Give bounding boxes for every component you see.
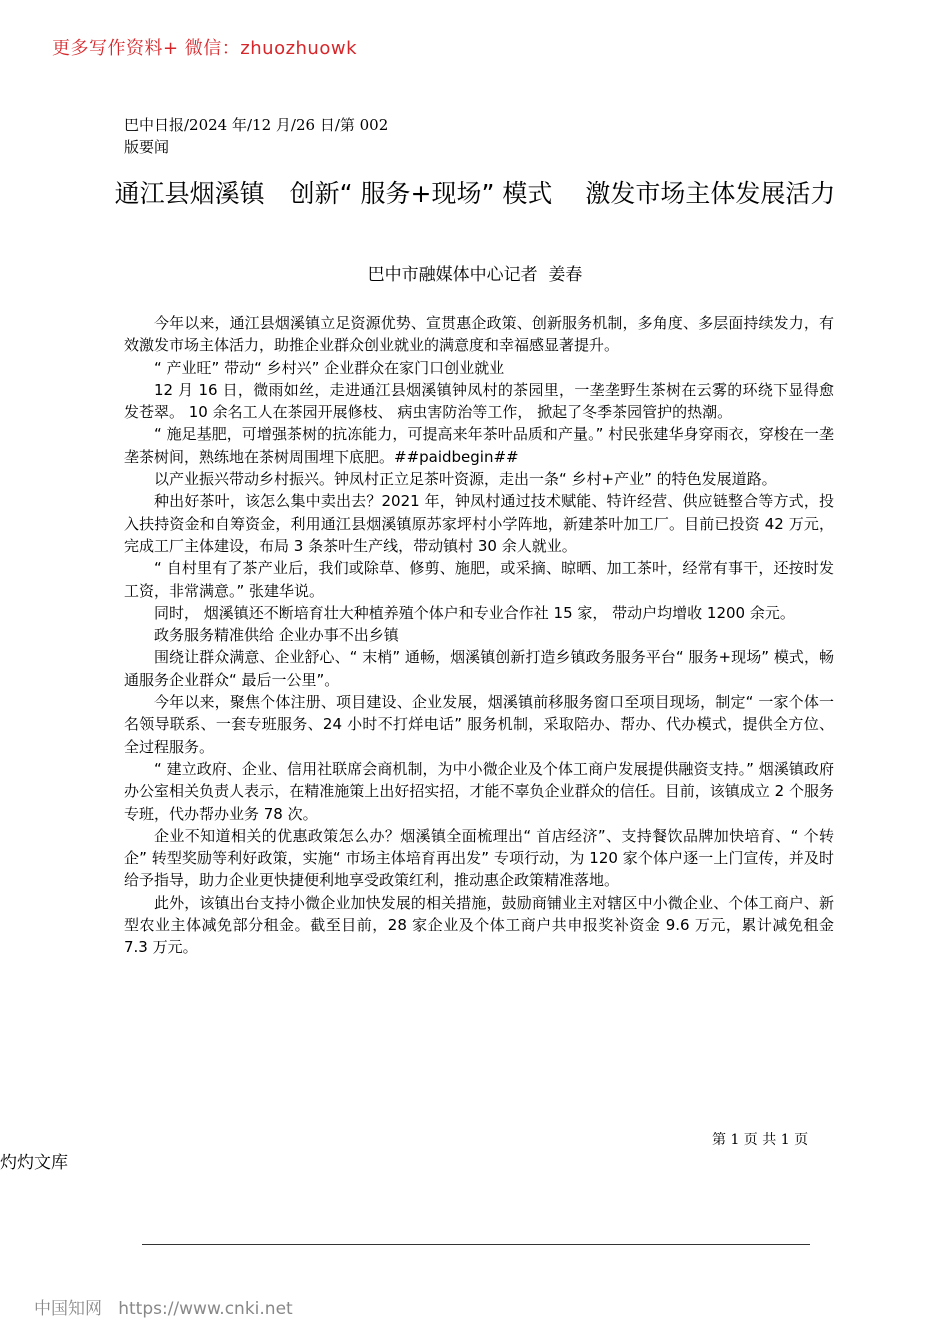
cnki-watermark: 中国知网 https://www.cnki.net bbox=[34, 1299, 293, 1319]
article-title: 通江县烟溪镇 创新“ 服务+现场” 模式 激发市场主体发展活力 bbox=[114, 179, 836, 208]
paragraph: “ 自村里有了茶产业后，我们或除草、修剪、施肥，或采摘、晾晒、加工茶叶，经常有事干，还按时发工资，非常满意。” 张建华说。 bbox=[124, 559, 834, 600]
paragraph: 今年以来，通江县烟溪镇立足资源优势、宣贯惠企政策、创新服务机制，多角度、多层面持续发力，有效激发市场主体活力，助推企业群众创业就业的满意度和幸福感显著提升。 bbox=[124, 314, 834, 355]
publication-meta bbox=[124, 114, 388, 158]
footer-divider bbox=[142, 1244, 810, 1245]
subheading: “ 产业旺” 带动“ 乡村兴” 企业群众在家门口创业就业 bbox=[154, 358, 505, 377]
paragraph: 以产业振兴带动乡村振兴。钟凤村正立足茶叶资源，走出一条“ 乡村+产业” 的特色发展道路。 bbox=[154, 470, 777, 489]
article-byline: 巴中市融媒体中心记者 姜春 bbox=[367, 265, 583, 285]
paragraph: 今年以来，聚焦个体注册、项目建设、企业发展，烟溪镇前移服务窗口至项目现场，制定“ 一家个体一名领导联系、一套专班服务、24 小时不打烊电话” 服务机制，采取陪办、帮办、代办模式，提供全方位、全过程服务。 bbox=[124, 693, 834, 756]
library-name: 灼灼文库 bbox=[0, 1153, 68, 1173]
paragraph: 围绕让群众满意、企业舒心、“ 末梢” 通畅，烟溪镇创新打造乡镇政务服务平台“ 服务+现场” 模式，畅通服务企业群众“ 最后一公里”。 bbox=[124, 648, 834, 689]
promo-banner[interactable]: 更多写作资料+ 微信：zhuozhuowk bbox=[52, 38, 358, 59]
paragraph: “ 建立政府、企业、信用社联席会商机制，为中小微企业及个体工商户发展提供融资支持。” 烟溪镇政府办公室相关负责人表示，在精准施策上出好招实招，才能不辜负企业群众的信任。目前，该镇成立 2 个服务专班，代办帮办业务 78 次。 bbox=[124, 759, 834, 823]
paragraph: 企业不知道相关的优惠政策怎么办？烟溪镇全面梳理出“ 首店经济”、支持餐饮品牌加快培育、“ 个转企” 转型奖励等利好政策，实施“ 市场主体培育再出发” 专项行动，为 120 家个体户逐一上门宣传，并及时给予指导，助力企业更快捷便利地享受政策红利，推动惠企政策精准落地。 bbox=[124, 826, 834, 890]
source-line: 巴中日报/2024 年/12 月/26 日/第 002 bbox=[124, 116, 389, 134]
paragraph: 种出好茶叶，该怎么集中卖出去？2021 年，钟凤村通过技术赋能、特许经营、供应链整合等方式，投入扶持资金和自筹资金，利用通江县烟溪镇原苏家坪村小学阵地，新建茶叶加工厂。目前已投资 42 万元，完成工厂主体建设，布局 3 条茶叶生产线，带动镇村 30 余人就业。 bbox=[124, 492, 834, 555]
page-indicator: 第 1 页 共 1 页 bbox=[712, 1132, 809, 1148]
paragraph: 同时， 烟溪镇还不断培育壮大种植养殖个体户和专业合作社 15 家， 带动户均增收 1200 余元。 bbox=[154, 603, 795, 622]
article-body bbox=[124, 312, 839, 959]
paragraph: 12 月 16 日，微雨如丝，走进通江县烟溪镇钟凤村的茶园里，一垄垄野生茶树在云雾的环绕下显得愈发苍翠。 10 余名工人在茶园开展修枝、 病虫害防治等工作， 掀起了冬季茶园管护的热潮。 bbox=[124, 380, 834, 422]
paragraph: “ 施足基肥，可增强茶树的抗冻能力，可提高来年茶叶品质和产量。” 村民张建华身穿雨衣，穿梭在一垄垄茶树间，熟练地在茶树周围埋下底肥。##paidbegin## bbox=[124, 425, 834, 466]
paragraph: 此外，该镇出台支持小微企业加快发展的相关措施，鼓励商铺业主对辖区中小微企业、个体工商户、新型农业主体减免部分租金。截至目前，28 家企业及个体工商户共申报奖补资金 9.6 万元，累计减免租金 7.3 万元。 bbox=[124, 893, 839, 957]
subheading: 政务服务精准供给 企业办事不出乡镇 bbox=[154, 626, 399, 645]
section-label: 版要闻 bbox=[124, 138, 170, 156]
